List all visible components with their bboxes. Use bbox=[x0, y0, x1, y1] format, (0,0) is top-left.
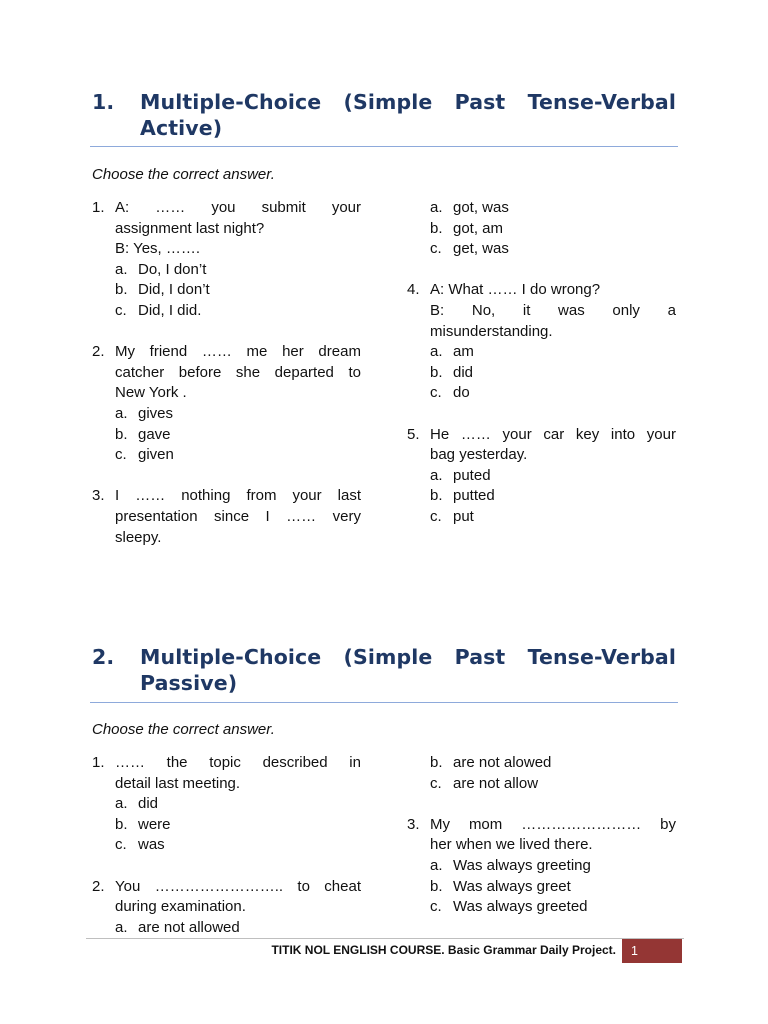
option-letter: b. bbox=[430, 363, 443, 381]
word: …………………….. bbox=[154, 877, 284, 895]
option-letter: b. bbox=[430, 877, 443, 895]
answer-option bbox=[430, 383, 676, 404]
question-2-2 bbox=[92, 877, 361, 939]
answer-option bbox=[115, 835, 361, 856]
title-word: (Simple bbox=[343, 645, 433, 669]
section-2-instruction: Choose the correct answer. bbox=[92, 721, 275, 738]
option-text: was bbox=[138, 836, 165, 854]
answer-option bbox=[430, 486, 676, 507]
option-letter: c. bbox=[115, 446, 127, 464]
word: key bbox=[575, 425, 600, 443]
option-text: are not alowed bbox=[453, 754, 552, 771]
footer-text: TITIK NOL ENGLISH COURSE. Basic Grammar Daily Project. bbox=[271, 943, 616, 957]
option-letter: a. bbox=[430, 466, 443, 484]
word: last bbox=[337, 487, 361, 505]
title-word: Multiple-Choice bbox=[140, 90, 322, 114]
answer-option bbox=[115, 445, 361, 466]
option-letter: a. bbox=[115, 260, 128, 278]
option-letter: c. bbox=[430, 384, 442, 402]
option-text: were bbox=[138, 815, 171, 833]
answer-option bbox=[430, 897, 676, 918]
option-text: put bbox=[453, 507, 474, 525]
option-letter: a. bbox=[115, 404, 128, 422]
word: …… bbox=[155, 199, 186, 216]
section-2-title-line-2: Passive) bbox=[140, 671, 238, 695]
option-text: got, am bbox=[453, 219, 504, 237]
question-text-line: New York . bbox=[115, 384, 187, 402]
section-1-left-column bbox=[92, 198, 361, 548]
question-text-line: A: What …… I do wrong? bbox=[430, 281, 601, 299]
question-text-line bbox=[115, 363, 361, 384]
answer-option bbox=[115, 260, 361, 281]
word: He bbox=[430, 425, 450, 443]
word: a bbox=[667, 301, 676, 319]
section-1-number: 1. bbox=[92, 90, 115, 114]
title-word: Past bbox=[454, 90, 506, 114]
answer-option bbox=[430, 198, 676, 219]
option-letter: a. bbox=[115, 918, 128, 936]
word: was bbox=[558, 301, 585, 319]
footer-rule bbox=[86, 938, 684, 939]
option-text: Did, I did. bbox=[138, 301, 202, 319]
option-text: Did, I don’t bbox=[138, 281, 210, 299]
question-1-1 bbox=[92, 198, 361, 322]
word: she bbox=[235, 363, 261, 381]
word: car bbox=[543, 425, 565, 443]
question-text-line: bag yesterday. bbox=[430, 446, 528, 464]
option-letter: c. bbox=[115, 301, 127, 319]
question-2-3 bbox=[407, 815, 676, 918]
word: it bbox=[522, 301, 531, 319]
question-text-line bbox=[115, 507, 361, 528]
answer-option bbox=[430, 753, 676, 774]
option-letter: b. bbox=[430, 754, 443, 771]
question-number: 2. bbox=[92, 343, 105, 361]
option-letter: b. bbox=[115, 281, 128, 299]
answer-option bbox=[430, 466, 676, 487]
word: before bbox=[178, 363, 222, 381]
section-1-title-line-1 bbox=[140, 89, 676, 115]
word: My bbox=[115, 343, 135, 361]
word: the bbox=[166, 754, 188, 771]
word: since bbox=[214, 507, 250, 525]
question-number: 1. bbox=[92, 754, 105, 771]
question-2-1 bbox=[92, 753, 361, 856]
answer-option bbox=[430, 877, 676, 898]
word: your bbox=[292, 487, 322, 505]
word: presentation bbox=[115, 507, 198, 525]
answer-option bbox=[115, 280, 361, 301]
answer-option bbox=[430, 774, 676, 795]
word: by bbox=[660, 815, 676, 833]
answer-option bbox=[115, 404, 361, 425]
word: nothing bbox=[181, 487, 231, 505]
option-text: Was always greeted bbox=[453, 898, 588, 916]
word: me bbox=[246, 343, 268, 361]
section-2-number: 2. bbox=[92, 645, 115, 669]
answer-option bbox=[430, 363, 676, 384]
option-letter: b. bbox=[430, 487, 443, 505]
question-text-line bbox=[115, 877, 361, 898]
word: departed bbox=[274, 363, 334, 381]
option-text: did bbox=[138, 795, 159, 813]
title-word: Past bbox=[454, 645, 506, 669]
word: your bbox=[646, 425, 676, 443]
word: your bbox=[331, 199, 361, 216]
word: dream bbox=[318, 343, 361, 361]
word: you bbox=[211, 199, 236, 216]
question-number: 3. bbox=[407, 815, 420, 833]
word: A: bbox=[115, 199, 130, 216]
section-1-rule bbox=[90, 146, 678, 147]
word: My bbox=[430, 815, 450, 833]
question-text-line: misunderstanding. bbox=[430, 322, 553, 340]
answer-option bbox=[430, 856, 676, 877]
option-letter: a. bbox=[430, 856, 443, 874]
word: only bbox=[612, 301, 640, 319]
word: her bbox=[282, 343, 304, 361]
question-text-line: her when we lived there. bbox=[430, 836, 593, 854]
question-text-line bbox=[115, 486, 361, 507]
question-number: 2. bbox=[92, 877, 105, 895]
question-number: 3. bbox=[92, 487, 105, 505]
section-1-title-line-2: Active) bbox=[140, 116, 223, 140]
question-text-line: assignment last night? bbox=[115, 219, 265, 237]
page-number-badge: 1 bbox=[622, 939, 682, 963]
option-text: do bbox=[453, 384, 470, 402]
word: into bbox=[610, 425, 636, 443]
section-2-left-column bbox=[92, 753, 361, 938]
answer-option bbox=[430, 219, 676, 240]
title-word: Multiple-Choice bbox=[140, 645, 322, 669]
option-text: Do, I don’t bbox=[138, 260, 207, 278]
section-1-right-column bbox=[407, 198, 676, 528]
word: submit bbox=[261, 199, 306, 216]
question-number: 5. bbox=[407, 425, 420, 443]
question-text-line bbox=[430, 425, 676, 446]
option-letter: a. bbox=[115, 795, 128, 813]
option-text: am bbox=[453, 343, 474, 361]
option-text: gave bbox=[138, 425, 171, 443]
question-text-line bbox=[115, 198, 361, 219]
answer-option bbox=[115, 815, 361, 836]
question-1-5 bbox=[407, 425, 676, 528]
option-letter: c. bbox=[430, 774, 442, 792]
answer-option bbox=[430, 342, 676, 363]
word: …… bbox=[460, 425, 491, 443]
option-text: are not allowed bbox=[138, 918, 240, 936]
word: I bbox=[115, 487, 120, 505]
option-text: got, was bbox=[453, 199, 509, 216]
question-text-line bbox=[430, 815, 676, 836]
word: No, bbox=[471, 301, 496, 319]
question-text-line: sleepy. bbox=[115, 528, 162, 546]
option-letter: b. bbox=[115, 425, 128, 443]
question-text-line bbox=[115, 753, 361, 774]
option-letter: b. bbox=[430, 219, 443, 237]
word: friend bbox=[149, 343, 188, 361]
word: …… bbox=[201, 343, 232, 361]
question-1-4 bbox=[407, 280, 676, 404]
question-text-line: during examination. bbox=[115, 898, 246, 916]
question-1-2 bbox=[92, 342, 361, 466]
question-text-line bbox=[115, 342, 361, 363]
word: in bbox=[349, 754, 361, 771]
word: …………………… bbox=[521, 815, 642, 833]
title-word: (Simple bbox=[343, 90, 433, 114]
question-text-line: B: Yes, ……. bbox=[115, 240, 201, 258]
word: mom bbox=[468, 815, 503, 833]
question-number: 4. bbox=[407, 281, 420, 299]
title-word: Tense-Verbal bbox=[527, 645, 676, 669]
question-number: 1. bbox=[92, 199, 105, 216]
answer-option bbox=[115, 918, 361, 939]
word: to bbox=[348, 363, 361, 381]
word: catcher bbox=[115, 363, 165, 381]
word: cheat bbox=[324, 877, 361, 895]
option-letter: a. bbox=[430, 343, 443, 361]
answer-option bbox=[115, 794, 361, 815]
section-2-right-column bbox=[407, 753, 676, 918]
word: B: bbox=[430, 301, 445, 319]
word: your bbox=[502, 425, 532, 443]
word: from bbox=[246, 487, 277, 505]
question-text-line bbox=[430, 301, 676, 322]
option-text: puted bbox=[453, 466, 491, 484]
option-letter: c. bbox=[430, 507, 442, 525]
answer-option bbox=[115, 301, 361, 322]
option-letter: c. bbox=[430, 240, 442, 258]
option-text: given bbox=[138, 446, 174, 464]
option-text: Was always greeting bbox=[453, 856, 591, 874]
question-1-3 bbox=[92, 486, 361, 548]
option-text: are not allow bbox=[453, 774, 539, 792]
question-text-line: detail last meeting. bbox=[115, 774, 241, 792]
word: …… bbox=[115, 754, 145, 771]
option-letter: a. bbox=[430, 199, 443, 216]
word: I bbox=[265, 507, 270, 525]
section-1-instruction: Choose the correct answer. bbox=[92, 166, 275, 183]
answer-option bbox=[430, 239, 676, 260]
option-text: did bbox=[453, 363, 474, 381]
word: …… bbox=[286, 507, 317, 525]
option-text: get, was bbox=[453, 240, 509, 258]
word: topic bbox=[209, 754, 241, 771]
word: You bbox=[115, 877, 141, 895]
answer-option bbox=[115, 425, 361, 446]
option-letter: c. bbox=[430, 898, 442, 916]
word: …… bbox=[135, 487, 166, 505]
word: described bbox=[262, 754, 328, 771]
option-text: putted bbox=[453, 487, 495, 505]
title-word: Tense-Verbal bbox=[527, 90, 676, 114]
section-2-rule bbox=[90, 702, 678, 703]
word: very bbox=[332, 507, 361, 525]
option-text: Was always greet bbox=[453, 877, 571, 895]
answer-option bbox=[430, 507, 676, 528]
section-2-title-line-1 bbox=[140, 644, 676, 670]
option-text: gives bbox=[138, 404, 174, 422]
option-letter: c. bbox=[115, 836, 127, 854]
option-letter: b. bbox=[115, 815, 128, 833]
word: to bbox=[297, 877, 310, 895]
